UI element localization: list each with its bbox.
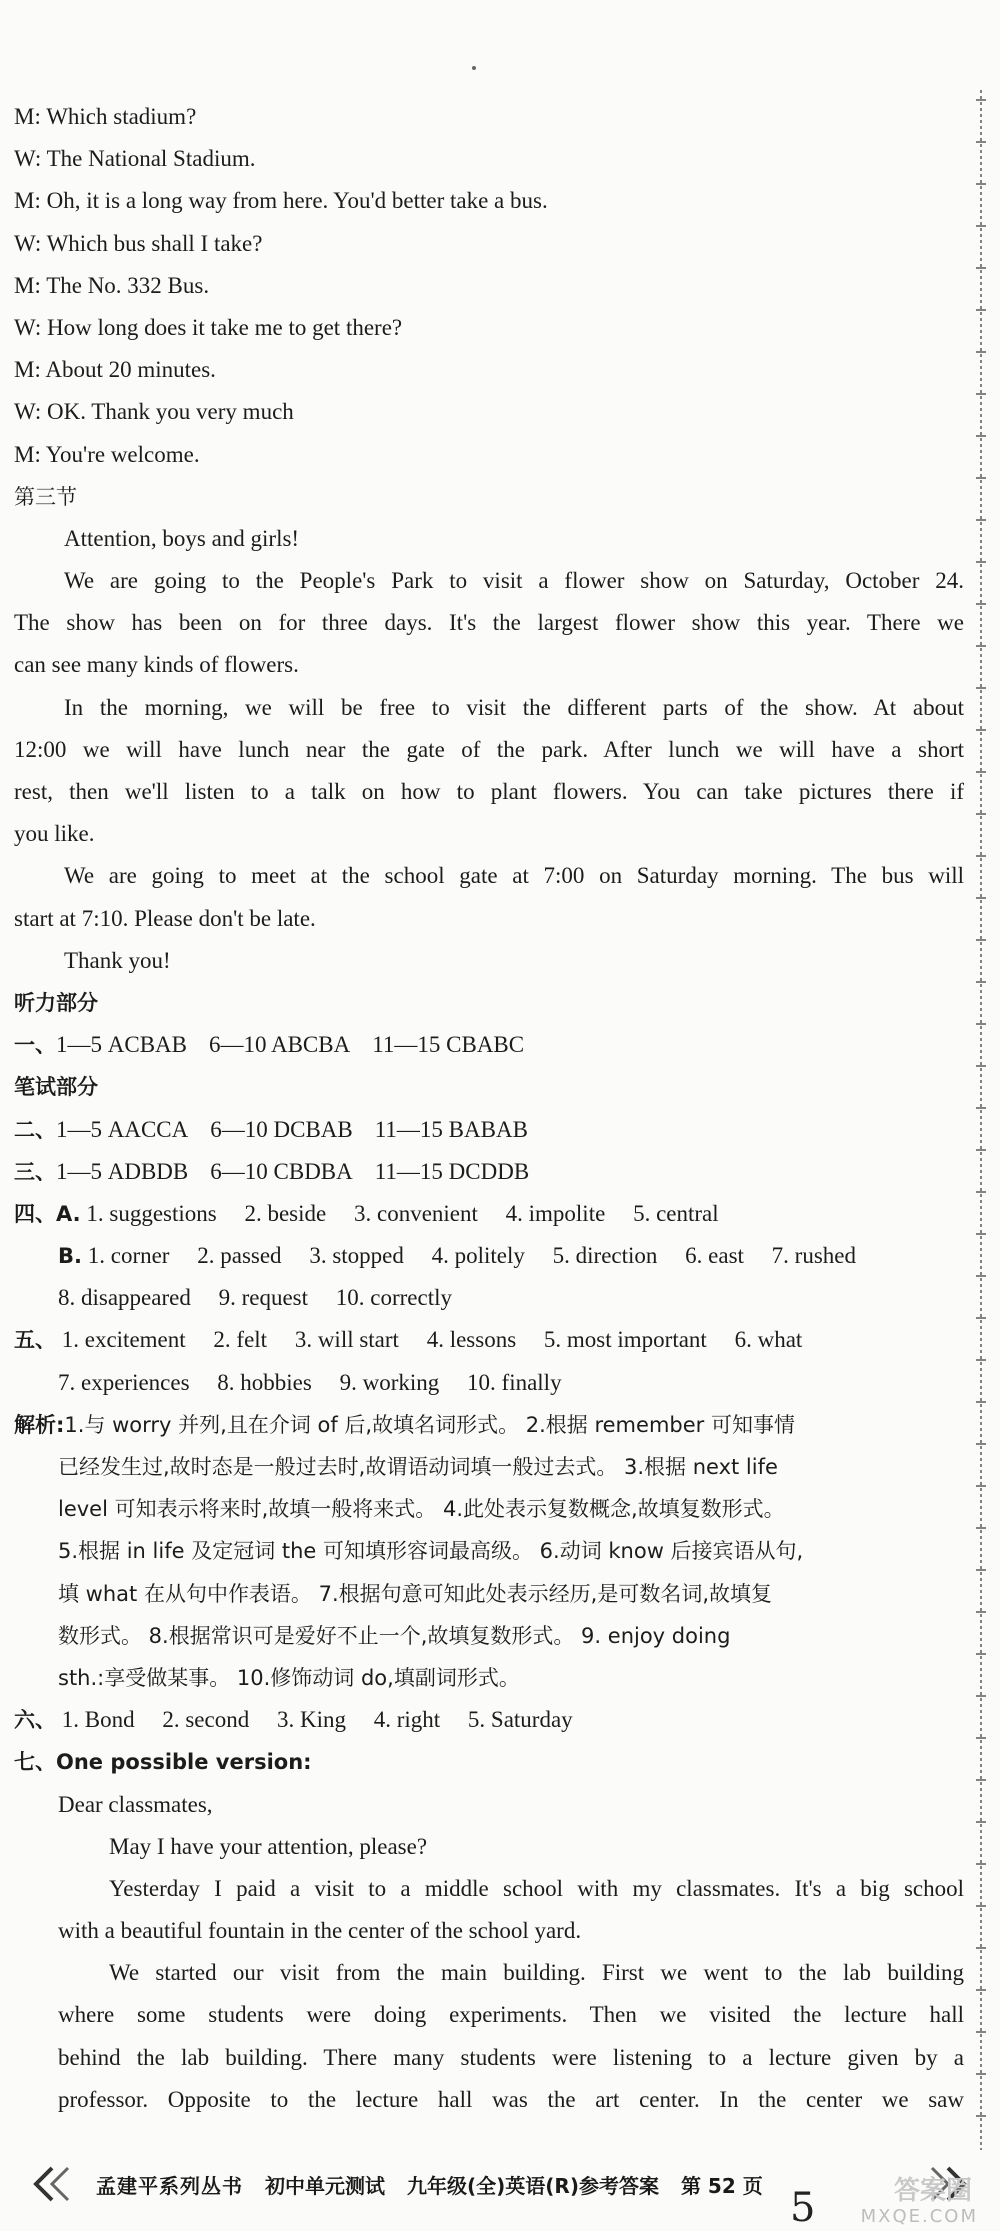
answer-row-2: 二、1—5 AACCA 6—10 DCBAB 11—15 BABAB <box>14 1116 528 1142</box>
essay-line: We started our visit from the main building. First we went to the lab building <box>109 1960 964 1986</box>
watermark-url: MXQE.COM <box>860 2206 978 2227</box>
dialogue-line: Oh, it is a long way from here. You'd better take a bus. <box>46 188 548 214</box>
answer-row-5: 五、 1. excitement 2. felt 3. will start 4. lessons 5. most important 6. what <box>14 1327 803 1353</box>
answer-row-4b-cont: 8. disappeared 9. request 10. correctly <box>58 1285 452 1311</box>
analysis-line: 5.根据 in life 及定冠词 the 可知填形容词最高级。 6.动词 know 后接宾语从句, <box>58 1539 804 1564</box>
analysis-line: level 可知表示将来时,故填一般将来式。 4.此处表示复数概念,故填复数形式。 <box>58 1497 785 1522</box>
essay-line: behind the lab building. There many students were listening to a lecture given by a <box>58 2044 964 2070</box>
dialogue-line: About 20 minutes. <box>45 357 216 383</box>
analysis-line: 填 what 在从句中作表语。 7.根据句意可知此处表示经历,是可数名词,故填复 <box>58 1581 772 1606</box>
paragraph-line: you like. <box>14 821 95 847</box>
written-heading: 笔试部分 <box>14 1075 98 1100</box>
paragraph-line: start at 7:10. Please don't be late. <box>14 905 316 931</box>
analysis-line: 数形式。 8.根据常识可是爱好不止一个,故填复数形式。 9. enjoy doing <box>58 1623 731 1648</box>
answer-key <box>14 982 964 1784</box>
essay-line: Yesterday I paid a visit to a middle school with my classmates. It's a big school <box>109 1875 964 1901</box>
cut-line <box>972 90 990 2150</box>
left-chevron-icon <box>30 2166 74 2202</box>
analysis-line: sth.:享受做某事。 10.修饰动词 do,填副词形式。 <box>58 1665 520 1690</box>
essay-line: where some students were doing experiments. Then we visited the lecture hall <box>58 2002 964 2028</box>
essay-line: with a beautiful fountain in the center of the school yard. <box>58 1918 582 1944</box>
answer-row-1: 一、1—5 ACBAB 6—10 ABCBA 11—15 CBABC <box>14 1032 525 1058</box>
dialogue-line: Which stadium? <box>46 104 197 129</box>
answer-row-4b: B. 1. corner 2. passed 3. stopped 4. politely 5. direction 6. east 7. rushed <box>58 1243 856 1269</box>
analysis-line: 解析:1.与 worry 并列,且在介词 of 后,故填名词形式。 2.根据 remember 可知事情 <box>14 1412 795 1437</box>
seven-heading: 七、One possible version: <box>14 1750 312 1775</box>
analysis-line: 已经发生过,故时态是一般过去时,故谓语动词填一般过去式。 3.根据 next life <box>58 1455 778 1479</box>
answer-row-5-cont: 7. experiences 8. hobbies 9. working 10. finally <box>58 1369 562 1395</box>
subject-label: 九年级(全)英语(R)参考答案 <box>407 2173 659 2198</box>
greeting: Attention, boys and girls! <box>64 525 300 551</box>
scan-dot <box>472 66 476 70</box>
paragraph-line: rest, then we'll listen to a talk on how to plant flowers. You can take pictures there if <box>14 779 964 804</box>
closing: Thank you! <box>64 947 171 973</box>
paragraph-line: can see many kinds of flowers. <box>14 652 299 678</box>
dialogue-line: The No. 332 Bus. <box>46 272 210 298</box>
answer-page <box>14 96 964 2121</box>
dialogue-line: You're welcome. <box>45 441 200 467</box>
handwritten-mark: 5 <box>790 2185 816 2231</box>
answer-row-4a: 四、A. 1. suggestions 2. beside 3. convenient 4. impolite 5. central <box>14 1200 719 1226</box>
dialogue-line: Which bus shall I take? <box>46 230 263 256</box>
section-3 <box>14 476 964 982</box>
paragraph-line: We are going to meet at the school gate at 7:00 on Saturday morning. The bus will <box>64 863 964 889</box>
section-3-title: 第三节 <box>14 484 77 509</box>
essay-line: May I have your attention, please? <box>109 1833 428 1859</box>
dialogue-line: The National Stadium. <box>46 146 256 172</box>
answer-row-6: 六、 1. Bond 2. second 3. King 4. right 5. Saturday <box>14 1707 573 1733</box>
dialogue-line: OK. Thank you very much <box>47 399 294 425</box>
paragraph-line: We are going to the People's Park to visit a flower show on Saturday, October 24. <box>64 568 964 594</box>
essay-line: professor. Opposite to the lecture hall was the art center. In the center we saw <box>58 2086 964 2112</box>
page-footer <box>30 2162 970 2206</box>
paragraph-line: The show has been on for three days. It's the largest flower show this year. There we <box>14 610 964 636</box>
dialogue-line: How long does it take me to get there? <box>47 314 403 340</box>
book-name: 初中单元测试 <box>265 2173 385 2198</box>
page-number: 第 52 页 <box>680 2173 763 2198</box>
paragraph-line: 12:00 we will have lunch near the gate of the park. After lunch we will have a short <box>14 736 964 762</box>
paragraph-line: In the morning, we will be free to visit the different parts of the show. At about <box>64 694 964 720</box>
watermark-logo: 答案圈 <box>893 2176 972 2206</box>
series-name: 孟建平系列丛书 <box>96 2173 243 2198</box>
salutation: Dear classmates, <box>58 1791 213 1817</box>
answer-row-3: 三、1—5 ADBDB 6—10 CBDBA 11—15 DCDDB <box>14 1158 530 1184</box>
dialogue: M: Which stadium? W: The National Stadium. M: Oh, it is a long way from here. You'd better take a bus. W: Which bus shall I take? M: The No. 332 Bus. W: How long does it take me to get there? M: About 20 minutes. W: OK. Thank you very much M: You're welcome. <box>14 104 548 467</box>
listening-heading: 听力部分 <box>14 990 98 1015</box>
essay <box>14 1784 964 2122</box>
